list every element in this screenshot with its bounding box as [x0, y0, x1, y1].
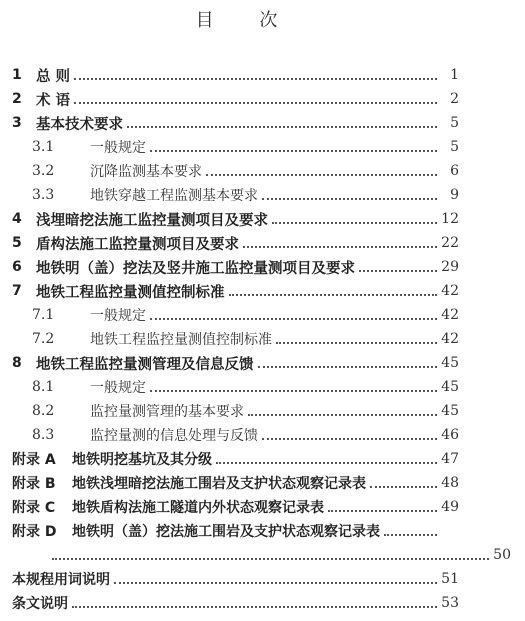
entry-label: 基本技术要求	[36, 116, 123, 133]
toc-entry[interactable]	[0, 328, 473, 350]
entry-number: 7.2	[32, 331, 55, 347]
dot-leader	[276, 328, 437, 344]
toc-entry[interactable]	[0, 376, 473, 398]
entry-page: 42	[441, 331, 459, 347]
toc-entry[interactable]	[0, 304, 473, 326]
entry-label: 地铁明（盖）挖法及竖井施工监控量测项目及要求	[36, 260, 355, 277]
toc-entry[interactable]	[0, 520, 473, 542]
entry-number: 8.1	[32, 379, 55, 395]
dot-leader	[72, 592, 437, 608]
entry-label: 总 则	[36, 68, 71, 85]
entry-page: 49	[441, 499, 459, 515]
dot-leader	[359, 256, 437, 272]
dot-leader	[127, 112, 437, 128]
toc-entry[interactable]	[0, 568, 473, 590]
dot-leader	[216, 448, 437, 464]
toc-entry[interactable]	[0, 472, 473, 494]
dot-leader	[243, 232, 437, 248]
entry-page: 5	[450, 115, 459, 131]
entry-page: 9	[450, 187, 459, 203]
dot-leader	[258, 352, 438, 368]
entry-label: 条文说明	[12, 596, 68, 612]
toc-entry[interactable]	[0, 64, 473, 86]
entry-page: 29	[441, 259, 459, 275]
entry-page: 45	[441, 355, 459, 371]
entry-page: 50	[493, 547, 511, 563]
dot-leader	[206, 160, 437, 176]
dot-leader	[262, 424, 437, 440]
dot-leader	[229, 280, 438, 296]
entry-label: 地铁浅埋暗挖法施工围岩及支护状态观察记录表	[72, 476, 366, 492]
toc-entry[interactable]	[0, 592, 473, 614]
entry-page: 45	[441, 403, 459, 419]
entry-page: 22	[441, 235, 459, 251]
toc-entry[interactable]	[0, 424, 473, 446]
dot-leader	[262, 184, 437, 200]
entry-number: 7.1	[32, 307, 55, 323]
dot-leader	[74, 64, 437, 80]
dot-leader	[74, 88, 437, 104]
toc-entry[interactable]	[0, 112, 473, 134]
entry-label: 本规程用词说明	[12, 572, 110, 588]
dot-leader	[248, 400, 437, 416]
entry-label: 地铁穿越工程监测基本要求	[90, 188, 258, 204]
dot-leader	[370, 472, 437, 488]
dot-leader	[114, 568, 437, 584]
toc-entry[interactable]	[0, 352, 473, 374]
entry-number: 8	[12, 355, 22, 371]
entry-page: 42	[441, 307, 459, 323]
toc-entry[interactable]	[0, 448, 473, 470]
entry-number: 3.3	[32, 187, 55, 203]
toc-entry[interactable]	[0, 256, 473, 278]
dot-leader	[384, 520, 437, 536]
dot-leader	[150, 304, 437, 320]
entry-number: 3.1	[32, 139, 55, 155]
entry-page: 47	[441, 451, 459, 467]
entry-number: 附录 C	[12, 500, 56, 516]
entry-label: 地铁明挖基坑及其分级	[72, 452, 212, 468]
entry-number: 3	[12, 115, 22, 131]
entry-page: 46	[441, 427, 459, 443]
entry-page: 6	[450, 163, 459, 179]
entry-page: 2	[450, 91, 459, 107]
toc-entry[interactable]	[0, 232, 473, 254]
entry-number: 1	[12, 67, 22, 83]
entry-label: 地铁工程监控量测值控制标准	[36, 284, 225, 301]
entry-label: 地铁盾构法施工隧道内外状态观察记录表	[72, 500, 324, 516]
entry-label: 一般规定	[90, 380, 146, 396]
entry-label: 一般规定	[90, 308, 146, 324]
entry-page: 12	[441, 211, 459, 227]
entry-number: 附录 A	[12, 452, 56, 468]
entry-number: 8.2	[32, 403, 55, 419]
toc-entry[interactable]	[0, 160, 473, 182]
entry-label: 盾构法施工监控量测项目及要求	[36, 236, 239, 253]
toc-entry-continuation[interactable]	[0, 544, 525, 566]
entry-label: 术 语	[36, 92, 71, 109]
entry-number: 附录 D	[12, 524, 57, 540]
toc-entry[interactable]	[0, 208, 473, 230]
toc-entry[interactable]	[0, 496, 473, 518]
toc-entry[interactable]	[0, 400, 473, 422]
dot-leader	[150, 136, 437, 152]
entry-number: 4	[12, 211, 22, 227]
entry-number: 2	[12, 91, 22, 107]
entry-page: 45	[441, 379, 459, 395]
entry-page: 53	[441, 595, 459, 611]
entry-page: 42	[441, 283, 459, 299]
toc-entry[interactable]	[0, 88, 473, 110]
entry-number: 5	[12, 235, 22, 251]
toc-entry[interactable]	[0, 184, 473, 206]
entry-number: 3.2	[32, 163, 55, 179]
dot-leader	[52, 544, 489, 560]
page-title: 目 次	[195, 10, 298, 31]
toc-entry[interactable]	[0, 280, 473, 302]
dot-leader	[272, 208, 437, 224]
entry-page: 1	[450, 67, 459, 83]
dot-leader	[328, 496, 437, 512]
dot-leader	[150, 376, 437, 392]
entry-page: 5	[450, 139, 459, 155]
entry-page: 48	[441, 475, 459, 491]
entry-number: 附录 B	[12, 476, 56, 492]
entry-number: 7	[12, 283, 22, 299]
entry-label: 地铁明（盖）挖法施工围岩及支护状态观察记录表	[72, 524, 380, 540]
entry-label: 浅埋暗挖法施工监控量测项目及要求	[36, 212, 268, 229]
toc-entry[interactable]	[0, 136, 473, 158]
entry-label: 一般规定	[90, 140, 146, 156]
entry-label: 地铁工程监控量测值控制标准	[90, 332, 272, 348]
entry-number: 6	[12, 259, 22, 275]
entry-label: 监控量测管理的基本要求	[90, 404, 244, 420]
entry-number: 8.3	[32, 427, 55, 443]
entry-label: 地铁工程监控量测管理及信息反馈	[36, 356, 254, 373]
entry-label: 监控量测的信息处理与反馈	[90, 428, 258, 444]
entry-label: 沉降监测基本要求	[90, 164, 202, 180]
entry-page: 51	[441, 571, 459, 587]
